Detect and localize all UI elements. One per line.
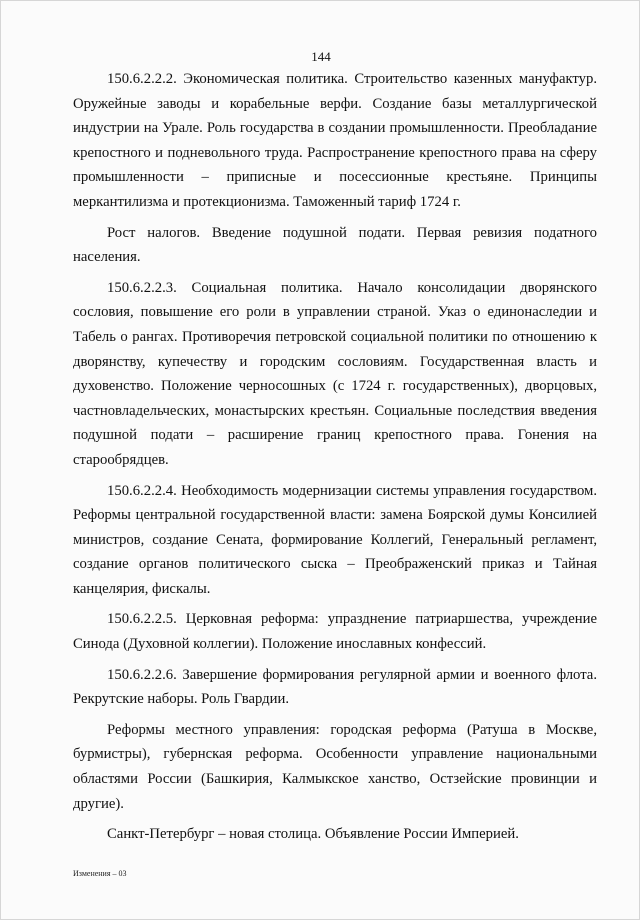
paragraph-economic-policy: 150.6.2.2.2. Экономическая политика. Строительство казенных мануфактур. Оружейные заводы и корабельные верфи. Создание базы металлургической индустрии на Урале. Роль государства в создании промышленности. Преобладание крепостного и подневольного труда. Распространение крепостного права на сферу промышленности – приписные и посессионные крестьяне. Принципы меркантилизма и протекционизма. Таможенный тариф 1724 г. xyxy=(73,71,597,210)
paragraph-government-reform: 150.6.2.2.4. Необходимость модернизации системы управления государством. Реформы центральной государственной власти: замена Боярской думы Консилией министров, создание Сената, формирование Коллегий, Генеральный регламент, создание органов политического сыска – Преображенский приказ и Тайная канцелярия, фискалы. xyxy=(73,482,597,597)
paragraph-church-reform: 150.6.2.2.5. Церковная реформа: упразднение патриаршества, учреждение Синода (Духовной коллегии). Положение инославных конфессий. xyxy=(73,611,597,653)
footer-revision-note: Изменения – 03 xyxy=(73,869,127,878)
page-body xyxy=(73,67,597,853)
page-number: 144 xyxy=(311,49,331,64)
paragraph-local-government: Реформы местного управления: городская реформа (Ратуша в Москве, бурмистры), губернская реформа. Особенности управление национальными областями России (Башкирия, Калмыкское ханство, Остзейские провинции и другие). xyxy=(73,721,597,812)
paragraph-social-policy: 150.6.2.2.3. Социальная политика. Начало консолидации дворянского сословия, повышение его роли в управлении страной. Указ о единонаследии и Табель о рангах. Противоречия петровской социальной политики по отношению к дворянству, купечеству и городским сословиям. Государственная власть и духовенство. Положение черносошных (с 1724 г. государственных), дворцовых, частновладельческих, монастырских крестьян. Социальные последствия введения подушной подати – расширение границ крепостного права. Гонения на старообрядцев. xyxy=(73,279,597,468)
paragraph-taxes: Рост налогов. Введение подушной подати. Первая ревизия податного населения. xyxy=(73,224,597,266)
paragraph-saint-petersburg: Санкт-Петербург – новая столица. Объявление России Империей. xyxy=(107,826,519,843)
paragraph-army-navy: 150.6.2.2.6. Завершение формирования регулярной армии и военного флота. Рекрутские наборы. Роль Гвардии. xyxy=(73,666,597,708)
